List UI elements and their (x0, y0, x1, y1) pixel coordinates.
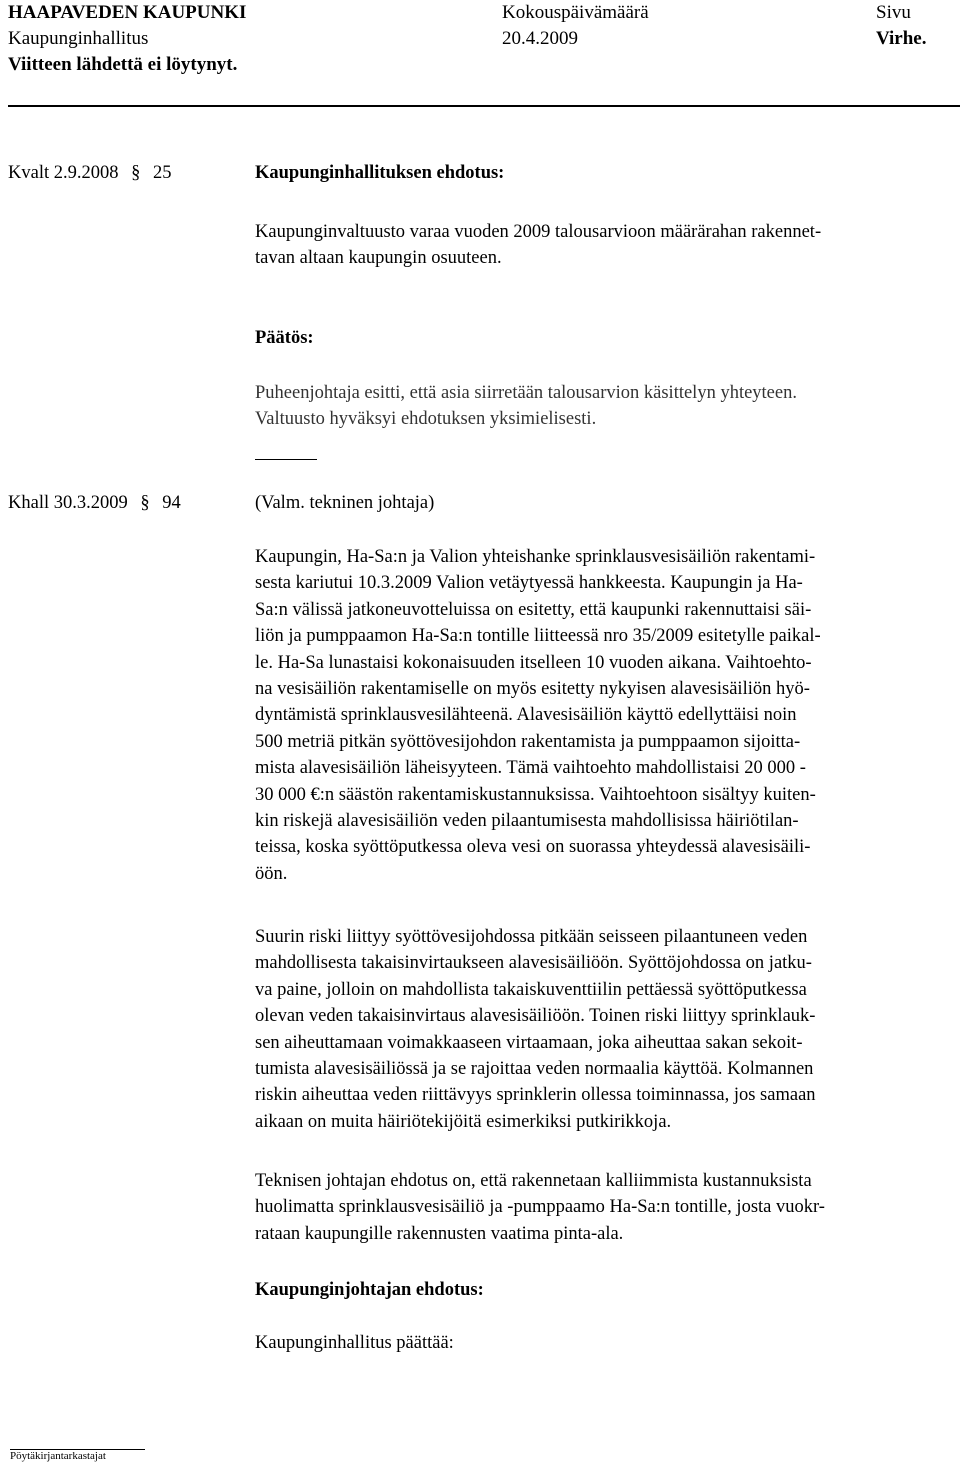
text-line: huolimatta sprinklausvesisäiliö ja -pumppaamo Ha-Sa:n tontille, josta vuokr- (255, 1197, 825, 1218)
text-line: tumista alavesisäiliössä ja se rajoittaa veden normaalia käyttöä. Kolmannen (255, 1059, 814, 1080)
text-line: dyntämistä sprinklausvesilähteenä. Alavesisäiliön käyttö edellyttäisi noin (255, 705, 797, 726)
board-proposal-text (255, 219, 958, 272)
section2-number: 94 (162, 493, 181, 513)
text-line: Puheenjohtaja esitti, että asia siirretään talousarvion käsittelyn yhteyteen. (255, 383, 797, 403)
text-line: tavan altaan kaupungin osuuteen. (255, 248, 502, 269)
text-line: liön ja pumppaamon Ha-Sa:n tontille liitteessä nro 35/2009 esitetylle paikal- (255, 626, 821, 647)
text-line: öön. (255, 863, 288, 884)
decision-text (255, 380, 958, 433)
meeting-date-label: Kokouspäivämäärä (502, 2, 649, 23)
text-line: sen aiheuttamaan voimakkaaseen virtaamaan, joka aiheuttaa sakan sekoit- (255, 1032, 803, 1053)
minutes-checkers-label: Pöytäkirjantarkastajat (10, 1450, 106, 1462)
text-line: na vesisäiliön rakentamiselle on myös esitetty nykyisen alavesisäiliön hyö- (255, 679, 810, 700)
organization-name: HAAPAVEDEN KAUPUNKI (8, 2, 247, 23)
text-line: Kaupungin, Ha-Sa:n ja Valion yhteishanke sprinklausvesisäiliön rakentami- (255, 547, 816, 567)
reference-error: Viitteen lähdettä ei löytynyt. (8, 54, 238, 75)
section1-ref: Kvalt 2.9.2008 (8, 163, 119, 183)
text-line: Sa:n välissä jatkoneuvotteluissa on esitetty, että kaupunki rakennuttaisi säi- (255, 599, 812, 620)
section2-reference (8, 493, 181, 514)
text-line: 500 metriä pitkän syöttövesijohdon rakentamista ja pumppaamon sijoitta- (255, 731, 801, 752)
section1-number: 25 (152, 163, 172, 183)
separator-line (255, 459, 317, 460)
board-proposal-heading: Kaupunginhallituksen ehdotus: (255, 163, 505, 183)
header-divider (8, 105, 960, 107)
text-line: mahdollisesta takaisinvirtaukseen alavesisäiliöön. Syöttöjohdossa on jatku- (255, 953, 812, 974)
text-line: le. Ha-Sa lunastaisi kokonaisuuden itselleen 10 vuoden aikana. Vaihtoehto- (255, 652, 812, 673)
section2-ref: Khall 30.3.2009 (8, 493, 128, 513)
decision-heading: Päätös: (255, 328, 314, 348)
mayor-proposal-heading: Kaupunginjohtajan ehdotus: (255, 1280, 484, 1300)
text-line: sesta kariutui 10.3.2009 Valion vetäytyessä hankkeesta. Kaupungin ja Ha- (255, 573, 803, 594)
preparer-note: (Valm. tekninen johtaja) (255, 493, 435, 513)
text-line: Teknisen johtajan ehdotus on, että rakennetaan kalliimmista kustannuksista (255, 1171, 812, 1191)
text-line: Kaupunginvaltuusto varaa vuoden 2009 talousarvioon määrärahan rakennet- (255, 222, 822, 242)
text-line: aikaan on muita häiriötekijöitä esimerkiksi putkirikkoja. (255, 1111, 672, 1132)
board-decides-text: Kaupunginhallitus päättää: (255, 1333, 454, 1353)
section-sign-icon: § (140, 493, 150, 513)
text-line: mista alavesisäiliön läheisyyteen. Tämä vaihtoehto mahdollistaisi 20 000 - (255, 758, 806, 779)
section-sign-icon: § (131, 163, 141, 183)
page-label: Sivu (876, 2, 911, 23)
text-line: 30 000 €:n säästön rakentamiskustannuksissa. Vaihtoehtoon sisältyy kuiten- (255, 784, 816, 805)
meeting-date: 20.4.2009 (502, 28, 578, 49)
board-name: Kaupunginhallitus (8, 28, 149, 49)
page-number-error: Virhe. (876, 28, 927, 49)
text-line: kin riskejä alavesisäiliön veden pilaantumisesta mahdollisissa häiriötilan- (255, 811, 799, 832)
text-line: riskin aiheuttaa veden riittävyys sprinklerin ollessa toiminnassa, jos samaan (255, 1085, 816, 1106)
section1-reference (8, 163, 171, 184)
text-line: olevan veden takaisinvirtaus alavesisäiliöön. Toinen riski liittyy sprinklauk- (255, 1006, 816, 1027)
text-line: rataan kaupungille rakennusten vaatima pinta-ala. (255, 1223, 624, 1244)
text-line: teissa, koska syöttöputkessa oleva vesi on suorassa yhteydessä alavesisäili- (255, 837, 811, 858)
text-line: Suurin riski liittyy syöttövesijohdossa pitkään seisseen pilaantuneen veden (255, 927, 808, 947)
paragraph-background (255, 544, 958, 887)
text-line: va paine, jolloin on mahdollista takaiskuventtiilin pettäessä syöttöputkessa (255, 979, 807, 1000)
text-line: Valtuusto hyväksyi ehdotuksen yksimielisesti. (255, 409, 597, 430)
paragraph-risks (255, 924, 958, 1135)
paragraph-technical-proposal (255, 1168, 958, 1247)
